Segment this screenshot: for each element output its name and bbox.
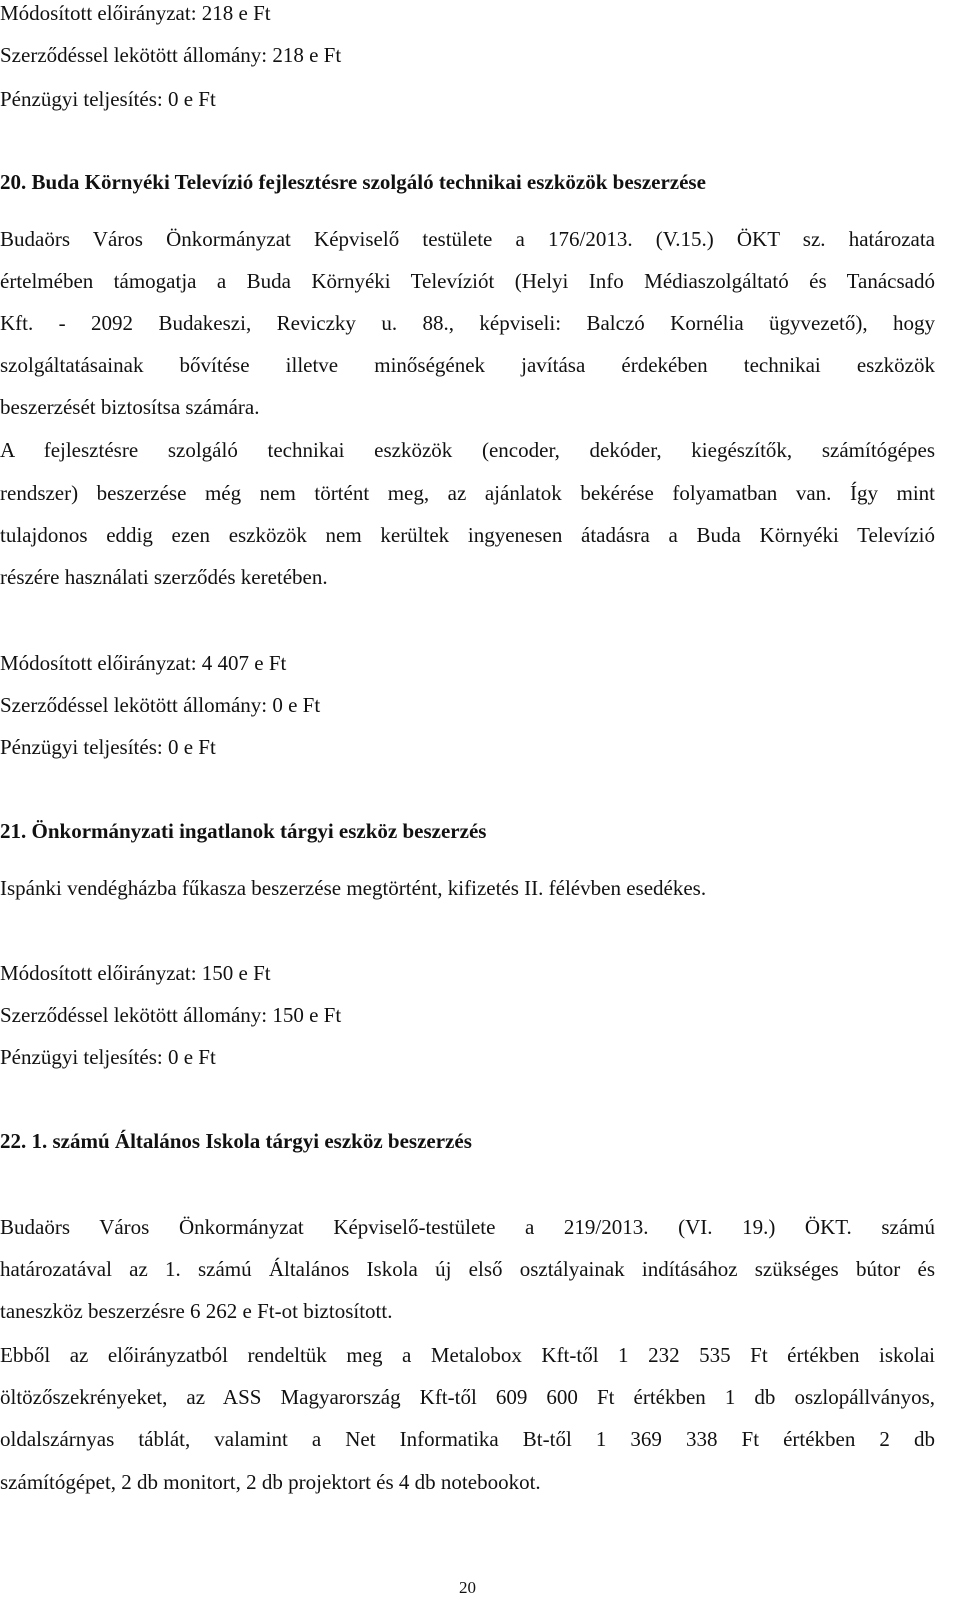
financial-performance-line: Pénzügyi teljesítés: 0 e Ft xyxy=(0,735,216,759)
modified-appropriation-line: Módosított előirányzat: 218 e Ft xyxy=(0,1,271,25)
paragraph-line: szolgáltatásainak bővítése illetve minőségének javítása érdekében technikai eszközök xyxy=(0,353,935,377)
paragraph-line: Kft. - 2092 Budakeszi, Reviczky u. 88., képviseli: Balczó Kornélia ügyvezető), hogy xyxy=(0,311,935,335)
paragraph-line: értelmében támogatja a Buda Környéki Televíziót (Helyi Info Médiaszolgáltató és Tanácsadó xyxy=(0,269,935,293)
paragraph-line: tulajdonos eddig ezen eszközök nem kerültek ingyenesen átadásra a Buda Környéki Televízió xyxy=(0,523,935,547)
modified-appropriation-line: Módosított előirányzat: 4 407 e Ft xyxy=(0,651,287,675)
financial-performance-line: Pénzügyi teljesítés: 0 e Ft xyxy=(0,1045,216,1069)
contracted-amount-line: Szerződéssel lekötött állomány: 218 e Ft xyxy=(0,43,342,67)
paragraph-line: taneszköz beszerzésre 6 262 e Ft-ot biztosított. xyxy=(0,1299,393,1323)
contracted-amount-line: Szerződéssel lekötött állomány: 0 e Ft xyxy=(0,693,321,717)
paragraph-line: számítógépet, 2 db monitort, 2 db projektort és 4 db notebookot. xyxy=(0,1470,541,1494)
paragraph-line: Ebből az előirányzatból rendeltük meg a Metalobox Kft-től 1 232 535 Ft értékben iskolai xyxy=(0,1343,935,1367)
modified-appropriation-line: Módosított előirányzat: 150 e Ft xyxy=(0,961,271,985)
paragraph-line: Ispánki vendégházba fűkasza beszerzése megtörtént, kifizetés II. félévben esedékes. xyxy=(0,876,707,900)
paragraph-line: öltözőszekrényeket, az ASS Magyarország Kft-től 609 600 Ft értékben 1 db oszlopállványos, xyxy=(0,1385,935,1409)
paragraph-line: oldalszárnyas táblát, valamint a Net Informatika Bt-től 1 369 338 Ft értékben 2 db xyxy=(0,1427,935,1451)
section-20-heading: 20. Buda Környéki Televízió fejlesztésre szolgáló technikai eszközök beszerzése xyxy=(0,170,706,194)
paragraph-line: beszerzését biztosítsa számára. xyxy=(0,395,260,419)
financial-performance-line: Pénzügyi teljesítés: 0 e Ft xyxy=(0,87,216,111)
section-21-heading: 21. Önkormányzati ingatlanok tárgyi eszköz beszerzés xyxy=(0,819,487,843)
paragraph-line: Budaörs Város Önkormányzat Képviselő-testülete a 219/2013. (VI. 19.) ÖKT. számú xyxy=(0,1215,935,1239)
paragraph-line: rendszer) beszerzése még nem történt meg, az ajánlatok bekérése folyamatban van. Így mint xyxy=(0,481,935,505)
paragraph-line: Budaörs Város Önkormányzat Képviselő testülete a 176/2013. (V.15.) ÖKT sz. határozata xyxy=(0,227,935,251)
section-22-heading: 22. 1. számú Általános Iskola tárgyi eszköz beszerzés xyxy=(0,1129,472,1153)
paragraph-line: határozatával az 1. számú Általános Iskola új első osztályainak indításához szükséges bútor és xyxy=(0,1257,935,1281)
page-number: 20 xyxy=(459,1578,476,1597)
contracted-amount-line: Szerződéssel lekötött állomány: 150 e Ft xyxy=(0,1003,342,1027)
paragraph-line: részére használati szerződés keretében. xyxy=(0,565,328,589)
paragraph-line: A fejlesztésre szolgáló technikai eszközök (encoder, dekóder, kiegészítők, számítógépes xyxy=(0,438,935,462)
